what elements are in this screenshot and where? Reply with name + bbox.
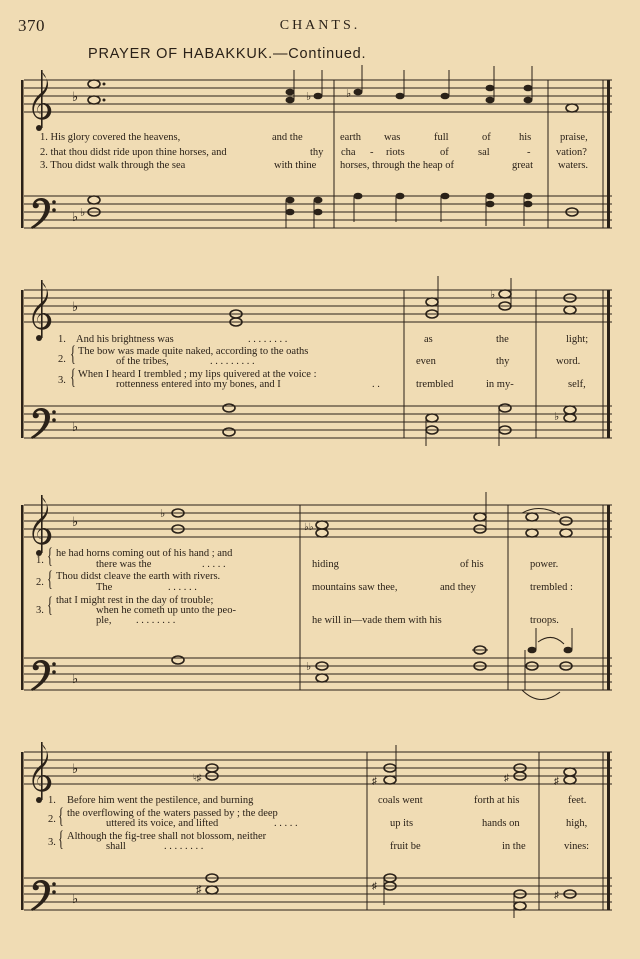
chant4-verse3-part: Although the fig-tree shall not blossom, neither bbox=[67, 831, 267, 842]
system-4 bbox=[21, 742, 612, 918]
chant1-verse1-part: full bbox=[434, 132, 449, 143]
chant2-verse3-part: trembled bbox=[416, 379, 454, 390]
svg-text:♯: ♯ bbox=[372, 881, 377, 892]
chant2-verse2-part: of the tribes, bbox=[116, 356, 169, 367]
chant3-verse3-part: that I might rest in the day of trouble; bbox=[56, 595, 214, 606]
dotted-leader: . . . . . . . . . bbox=[210, 356, 255, 367]
svg-text:♭: ♭ bbox=[160, 508, 166, 520]
chant4-verse3-part: shall bbox=[106, 841, 126, 852]
chant4-verse3-part: in the bbox=[502, 841, 526, 852]
chant3-verse2-part: Thou didst cleave the earth with rivers. bbox=[56, 571, 221, 582]
chant4-verse2-part: up its bbox=[390, 818, 414, 829]
section-title: PRAYER OF HABAKKUK.—Continued. bbox=[88, 46, 367, 62]
chant2-verse1-part: light; bbox=[566, 334, 589, 345]
running-head: CHANTS. bbox=[279, 18, 361, 33]
verse-brace: { bbox=[58, 803, 64, 828]
dotted-leader: . . . . . . . . bbox=[248, 334, 288, 345]
chant4-verse1-part: Before him went the pestilence, and burning bbox=[67, 795, 254, 806]
svg-text:♭: ♭ bbox=[72, 891, 79, 906]
chant1-verse2-part: riots bbox=[386, 147, 405, 158]
chant2-verse2-part: even bbox=[416, 356, 436, 367]
svg-text:♭♭: ♭♭ bbox=[304, 522, 314, 533]
verse-number: 3. bbox=[36, 605, 44, 616]
chant2-verse3-part: self, bbox=[568, 379, 586, 390]
chant1-verse2-part: vation? bbox=[556, 147, 587, 158]
svg-text:♯: ♯ bbox=[372, 776, 377, 787]
chant1-verse2-part: cha bbox=[341, 147, 356, 158]
dotted-leader: . . . . . bbox=[274, 818, 298, 829]
chant1-verse3-part: 3. Thou didst walk through the sea bbox=[40, 160, 186, 171]
chant3-verse1-part: hiding bbox=[312, 559, 339, 570]
chant1-verse2-part: - bbox=[370, 147, 374, 158]
chant2-verse1-part: as bbox=[424, 334, 433, 345]
verse-number: 1. bbox=[48, 795, 56, 806]
svg-text:♭: ♭ bbox=[72, 671, 79, 686]
chant1-verse1-part: his bbox=[519, 132, 532, 143]
chant3-verse2-part: trembled : bbox=[530, 582, 573, 593]
chant4-verse2-part: high, bbox=[566, 818, 588, 829]
svg-text:♭: ♭ bbox=[306, 661, 312, 673]
chant2-verse1-part: And his brightness was bbox=[76, 334, 174, 345]
chant1-verse1-part: 1. His glory covered the heavens, bbox=[40, 132, 181, 143]
verse-brace: { bbox=[47, 543, 53, 568]
chant1-verse2-part: - bbox=[527, 147, 531, 158]
chant4-verse3-part: vines: bbox=[564, 841, 590, 852]
chant3-verse3-part: ple, bbox=[96, 615, 112, 626]
verse-number: 1. bbox=[36, 555, 44, 566]
svg-text:♭: ♭ bbox=[72, 761, 79, 776]
chant1-verse3-part: horses, through the heap of bbox=[340, 160, 455, 171]
verse-number: 2. bbox=[36, 577, 44, 588]
chant2-verse3-part: in my- bbox=[486, 379, 514, 390]
chant1-verse1-part: was bbox=[384, 132, 401, 143]
verse-number: 2. bbox=[48, 814, 56, 825]
chant1-verse1-part: praise, bbox=[560, 132, 588, 143]
chant1-verse2-part: 2. that thou didst ride upon thine horses, and bbox=[40, 147, 227, 158]
chant1-verse2-part: sal bbox=[478, 147, 490, 158]
chant4-verse1-part: forth at his bbox=[474, 795, 520, 806]
chant3-verse2-part: and they bbox=[440, 582, 476, 593]
chant2-verse3-part: rottenness entered into my bones, and I bbox=[116, 379, 281, 390]
chant1-verse2-part: thy bbox=[310, 147, 324, 158]
chant4-verse2-part: the overflowing of the waters passed by ; the deep bbox=[67, 808, 278, 819]
verse-brace: { bbox=[58, 826, 64, 851]
chant2-verse1-part: the bbox=[496, 334, 509, 345]
chant2-verse2-part: word. bbox=[556, 356, 581, 367]
chant3-verse1-part: there was the bbox=[96, 559, 152, 570]
verse-brace: { bbox=[70, 364, 76, 389]
svg-text:♭: ♭ bbox=[72, 299, 79, 314]
svg-text:♮♯: ♮♯ bbox=[193, 773, 202, 784]
svg-text:♯: ♯ bbox=[554, 890, 559, 901]
svg-text:♭: ♭ bbox=[554, 411, 560, 423]
chant4-verse1-part: coals went bbox=[378, 795, 423, 806]
page-number: 370 bbox=[18, 16, 45, 35]
verse-number: 1. bbox=[58, 334, 66, 345]
svg-text:♭: ♭ bbox=[72, 89, 79, 104]
chant2-verse3-part: When I heard I trembled ; my lips quivered at the voice : bbox=[78, 369, 317, 380]
svg-text:♯: ♯ bbox=[554, 776, 559, 787]
chant3-verse3-part: when he cometh up unto the peo- bbox=[96, 605, 236, 616]
chant1-verse3-part: waters. bbox=[558, 160, 589, 171]
dotted-leader: . . . . . bbox=[202, 559, 226, 570]
chant3-verse1-part: of his bbox=[460, 559, 484, 570]
verse-brace: { bbox=[47, 592, 53, 617]
svg-text:♭: ♭ bbox=[72, 419, 79, 434]
chant3-verse3-part: he will in—vade them with his bbox=[312, 615, 442, 626]
chant2-verse2-part: The bow was made quite naked, according to the oaths bbox=[78, 346, 309, 357]
svg-text:♭: ♭ bbox=[72, 209, 79, 224]
chant3-verse2-part: The bbox=[96, 582, 113, 593]
chant4-verse3-part: fruit be bbox=[390, 841, 421, 852]
chant3-verse2-part: mountains saw thee, bbox=[312, 582, 398, 593]
svg-text:♭: ♭ bbox=[80, 207, 86, 219]
svg-text:♭: ♭ bbox=[306, 91, 312, 103]
verse-number: 3. bbox=[58, 375, 66, 386]
svg-text:♭: ♭ bbox=[72, 514, 79, 529]
system-2 bbox=[21, 276, 612, 446]
svg-text:♭: ♭ bbox=[490, 289, 496, 301]
chant1-verse3-part: with thine bbox=[274, 160, 317, 171]
chant4-verse2-part: hands on bbox=[482, 818, 520, 829]
dotted-leader: . . . . . . bbox=[168, 582, 197, 593]
chant3-verse3-part: troops. bbox=[530, 615, 559, 626]
verse-brace: { bbox=[47, 566, 53, 591]
chant1-verse1-part: of bbox=[482, 132, 491, 143]
dotted-leader: . . . . . . . . bbox=[136, 615, 176, 626]
dotted-leader: . . bbox=[372, 379, 380, 390]
chant3-verse1-part: power. bbox=[530, 559, 559, 570]
verse-brace: { bbox=[70, 341, 76, 366]
chant4-verse2-part: uttered its voice, and lifted bbox=[106, 818, 219, 829]
verse-number: 3. bbox=[48, 837, 56, 848]
chant3-verse1-part: he had horns coming out of his hand ; and bbox=[56, 548, 233, 559]
chant4-verse1-part: feet. bbox=[568, 795, 587, 806]
verse-number: 2. bbox=[58, 354, 66, 365]
chant1-verse1-part: earth bbox=[340, 132, 361, 143]
svg-text:♭: ♭ bbox=[346, 88, 352, 100]
chant1-verse3-part: great bbox=[512, 160, 533, 171]
svg-text:♯: ♯ bbox=[504, 773, 509, 784]
chant2-verse2-part: thy bbox=[496, 356, 510, 367]
svg-text:♯: ♯ bbox=[196, 884, 202, 896]
chant1-verse2-part: of bbox=[440, 147, 449, 158]
chant1-verse1-part: and the bbox=[272, 132, 303, 143]
dotted-leader: . . . . . . . . bbox=[164, 841, 204, 852]
